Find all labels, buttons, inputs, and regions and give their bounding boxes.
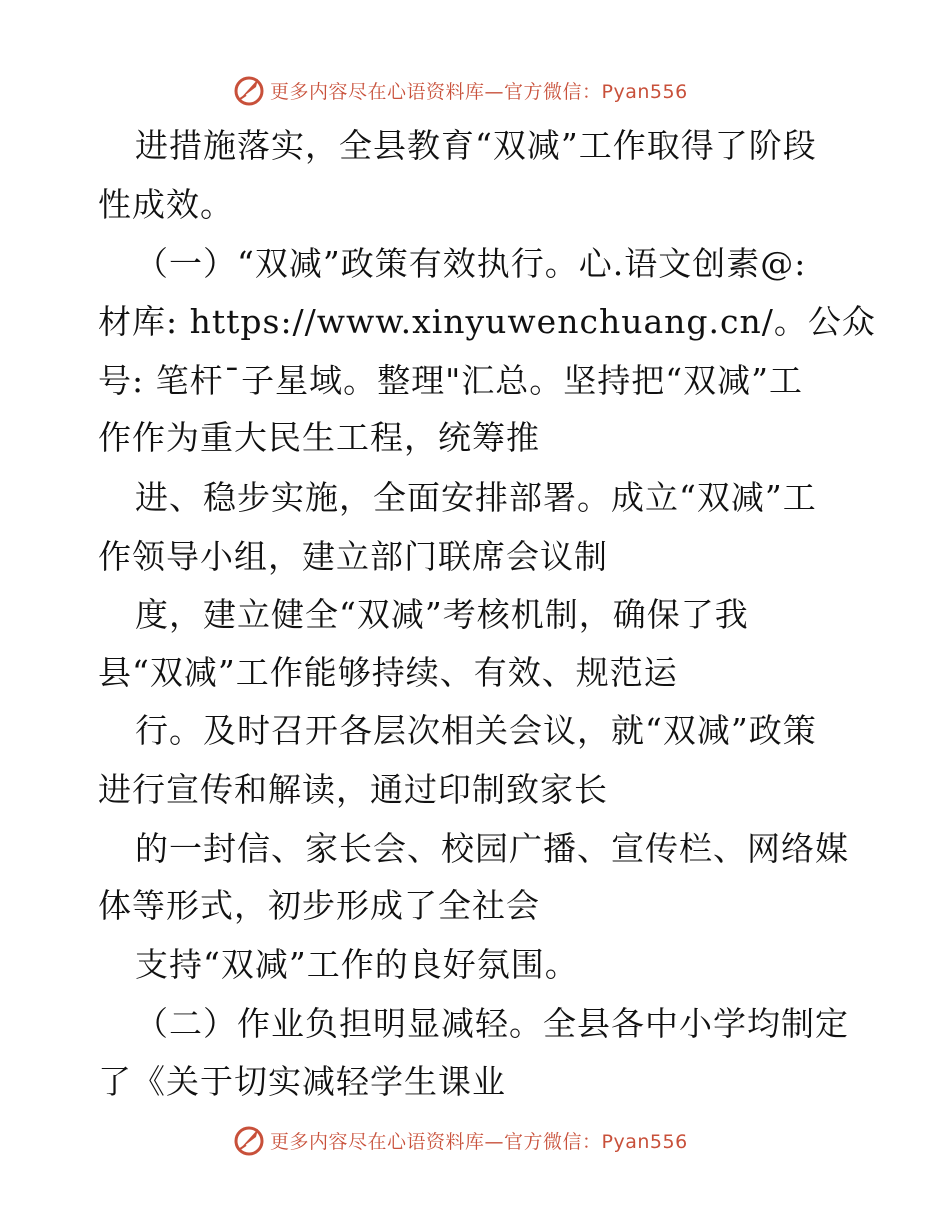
body-line-17: 了《关于切实减轻学生课业 (98, 1062, 506, 1101)
body-line-1: 进措施落实，全县教育“双减”工作取得了阶段 (135, 126, 817, 165)
body-line-3: （一）“双减”政策有效执行。心.语文创素@: (135, 244, 807, 283)
body-line-4: 材库: https://www.xinyuwenchuang.cn/。公众 (98, 302, 876, 341)
body-line-5: 号: 笔杆¯子星域。整理"汇总。坚持把“双减”工 (98, 361, 804, 400)
quill-logo-icon (232, 1123, 266, 1157)
body-line-10: 县“双减”工作能够持续、有效、规范运 (98, 653, 678, 692)
body-line-15: 支持“双减”工作的良好氛围。 (135, 945, 579, 984)
body-line-2: 性成效。 (98, 185, 234, 224)
body-line-7: 进、稳步实施，全面安排部署。成立“双减”工 (135, 478, 817, 517)
header-banner-text: 更多内容尽在心语资料库—官方微信：Pyan556 (270, 80, 688, 103)
body-line-16: （二）作业负担明显减轻。全县各中小学均制定 (135, 1004, 849, 1043)
body-line-12: 进行宣传和解读，通过印制致家长 (98, 770, 608, 809)
body-line-13: 的一封信、家长会、校园广播、宣传栏、网络媒 (135, 829, 849, 868)
body-line-6: 作作为重大民生工程，统筹推 (98, 418, 540, 457)
header-banner (232, 70, 688, 110)
footer-banner-text: 更多内容尽在心语资料库—官方微信：Pyan556 (270, 1130, 688, 1153)
quill-logo-icon (232, 73, 266, 107)
body-line-9: 度，建立健全“双减”考核机制，确保了我 (135, 595, 749, 634)
body-line-11: 行。及时召开各层次相关会议，就“双减”政策 (135, 711, 817, 750)
footer-banner (232, 1120, 688, 1160)
body-line-14: 体等形式，初步形成了全社会 (98, 886, 540, 925)
body-line-8: 作领导小组，建立部门联席会议制 (98, 537, 608, 576)
